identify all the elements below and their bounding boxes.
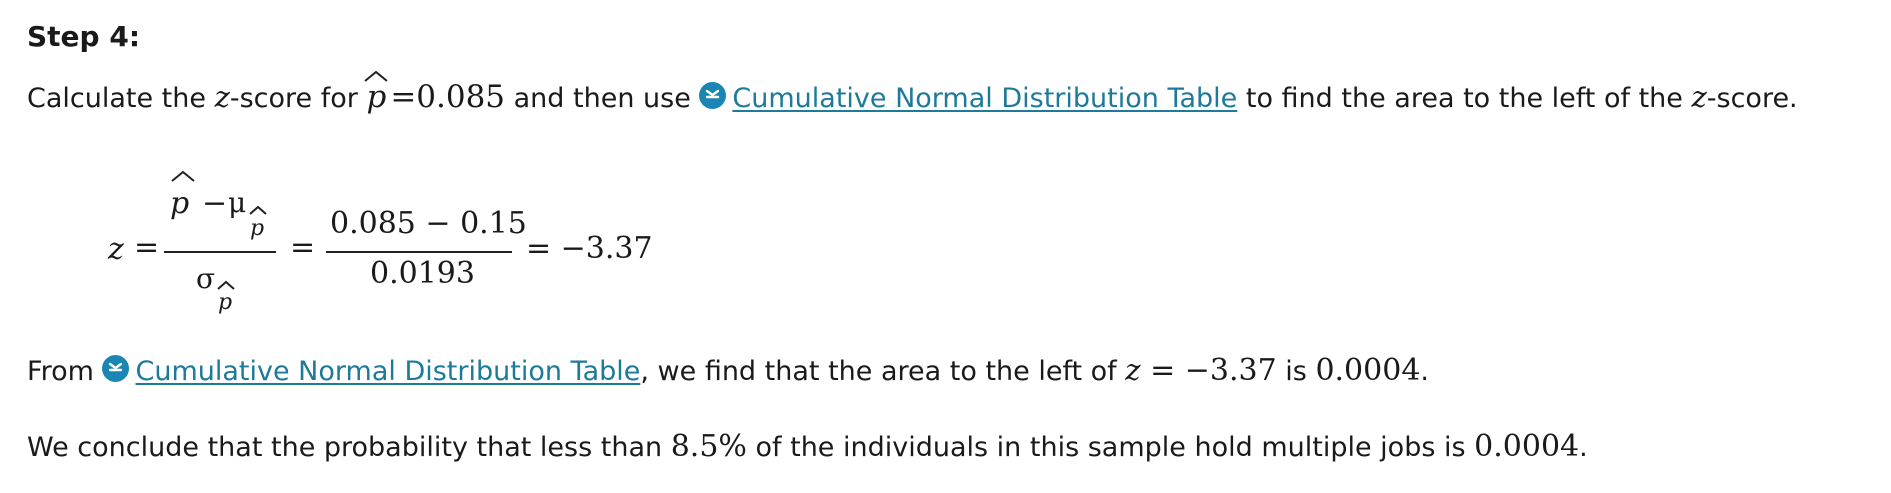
hat-caret-icon xyxy=(216,280,236,290)
from-sentence: From Cumulative Normal Distribution Table, we find that the area to the left of z = −3.37 is 0.0004. xyxy=(27,353,1430,388)
cumulative-table-link[interactable]: Cumulative Normal Distribution Table xyxy=(732,83,1238,114)
dropdown-toggle-icon[interactable] xyxy=(699,82,726,109)
step-title: Step 4: xyxy=(27,20,141,53)
fraction-bar xyxy=(164,251,276,253)
conclusion-sentence: We conclude that the probability that less than 8.5% of the individuals in this sample hold multiple jobs is 0.0004. xyxy=(27,429,1588,464)
hat-caret-icon xyxy=(363,70,389,82)
p-hat: p xyxy=(366,80,386,116)
cumulative-table-link[interactable]: Cumulative Normal Distribution Table xyxy=(135,356,641,387)
hat-caret-icon xyxy=(170,170,196,182)
hat-caret-icon xyxy=(248,205,268,215)
intro-sentence: Calculate the z-score for p =0.085 and then use Cumulative Normal Distribution Table to find the area to the left of the z-score. xyxy=(27,80,1798,116)
dropdown-toggle-icon[interactable] xyxy=(102,355,129,382)
fraction-bar xyxy=(326,251,512,253)
